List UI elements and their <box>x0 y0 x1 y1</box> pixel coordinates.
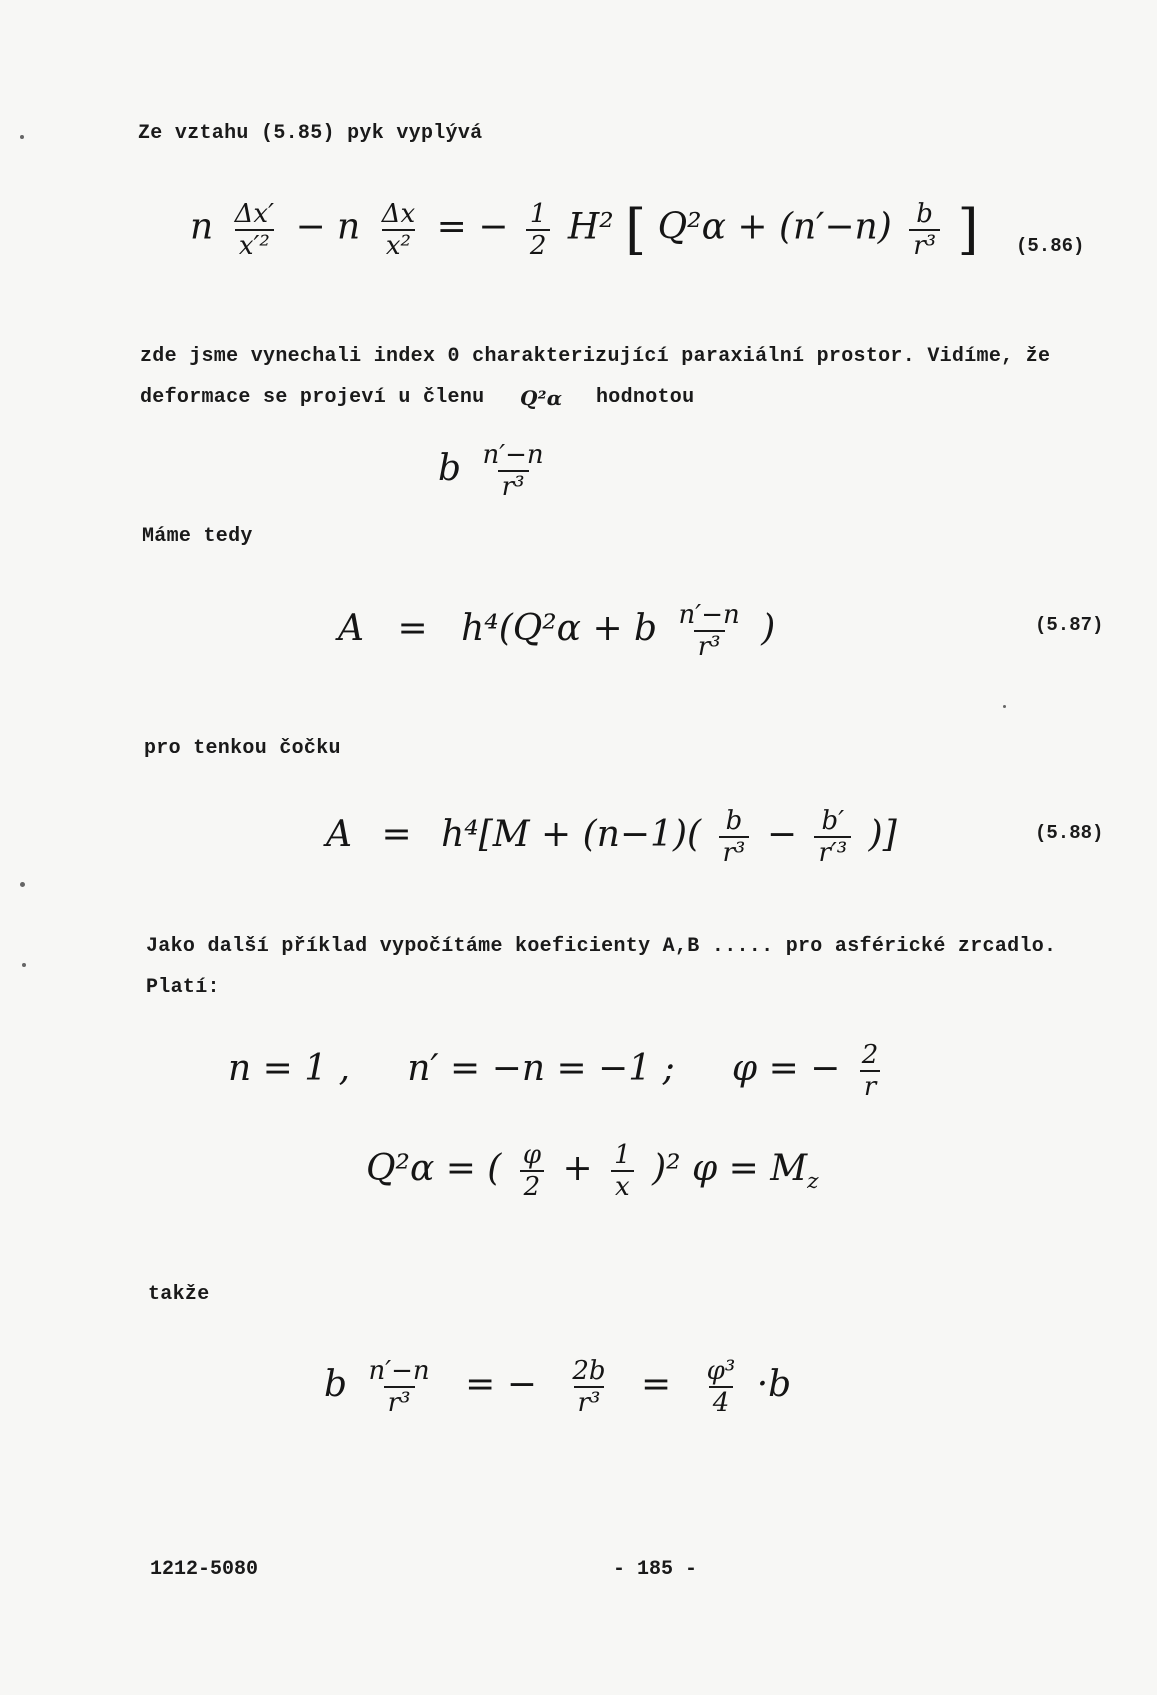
scan-speck <box>22 963 26 967</box>
footer-document-code: 1212-5080 <box>150 1558 259 1581</box>
text-plati: Platí: <box>146 976 220 999</box>
equation-q2alpha-mirror: Q²α = ( $\frac{\varphi}{2}$ + $\frac{1}{x}$ )² $\varphi = M_z$ <box>366 1140 819 1202</box>
text-line-deformace: deformace se projeví u členu <box>140 386 485 409</box>
equation-number-5-87: (5.87) <box>1035 614 1104 636</box>
footer-page-number: - 185 - <box>613 1558 698 1581</box>
text-line-zde: zde jsme vynechali index 0 charakterizující paraxiální prostor. Vidíme, že <box>140 345 1051 368</box>
equation-mirror-conditions: n = 1 , n′ = −n = −1 ; φ = − $\frac{2}{r}$ <box>228 1040 879 1102</box>
scan-speck <box>20 882 25 887</box>
scan-speck <box>20 135 24 139</box>
equation-final: b $\frac{n'-n}{\text{r³}}$ = − $\frac{2b}{\text{r³}}$ = $\frac{\text{φ³}}{4}$ ·b <box>324 1356 792 1418</box>
equation-5-87: A = h⁴(Q²α + b $\frac{n'-n}{\text{r³}}$ ) <box>338 600 776 662</box>
intro-line: Ze vztahu (5.85) pyk vyplývá <box>138 122 483 145</box>
equation-deformation-term: b $\frac{n'-n}{\text{r³}}$ <box>438 440 544 502</box>
equation-number-5-88: (5.88) <box>1035 822 1104 844</box>
equation-5-86: n $\frac{\Delta x'}{\text{x′²}}$ − n $\frac{\Delta x}{\text{x²}}$ = − $\frac{1}{2}$ H² [ Q²α + (n′−n) $\frac{b}{\text{r³}}$ ] <box>190 198 979 261</box>
text-pro-tenkou-cocku: pro tenkou čočku <box>144 737 341 760</box>
text-hodnotou: hodnotou <box>596 386 695 409</box>
text-takze: takže <box>148 1283 210 1306</box>
equation-number-5-86: (5.86) <box>1016 235 1085 257</box>
scan-speck <box>1003 705 1006 708</box>
equation-5-88: A = h⁴[M + (n−1)( $\frac{b}{\text{r³}}$ − $\frac{b'}{\text{r′³}}$ )] <box>326 806 897 868</box>
text-mame-tedy: Máme tedy <box>142 525 253 548</box>
text-q2alpha: Q²α <box>520 386 563 410</box>
text-jako-dalsi: Jako další příklad vypočítáme koeficienty A,B ..... pro asférické zrcadlo. <box>146 935 1057 958</box>
